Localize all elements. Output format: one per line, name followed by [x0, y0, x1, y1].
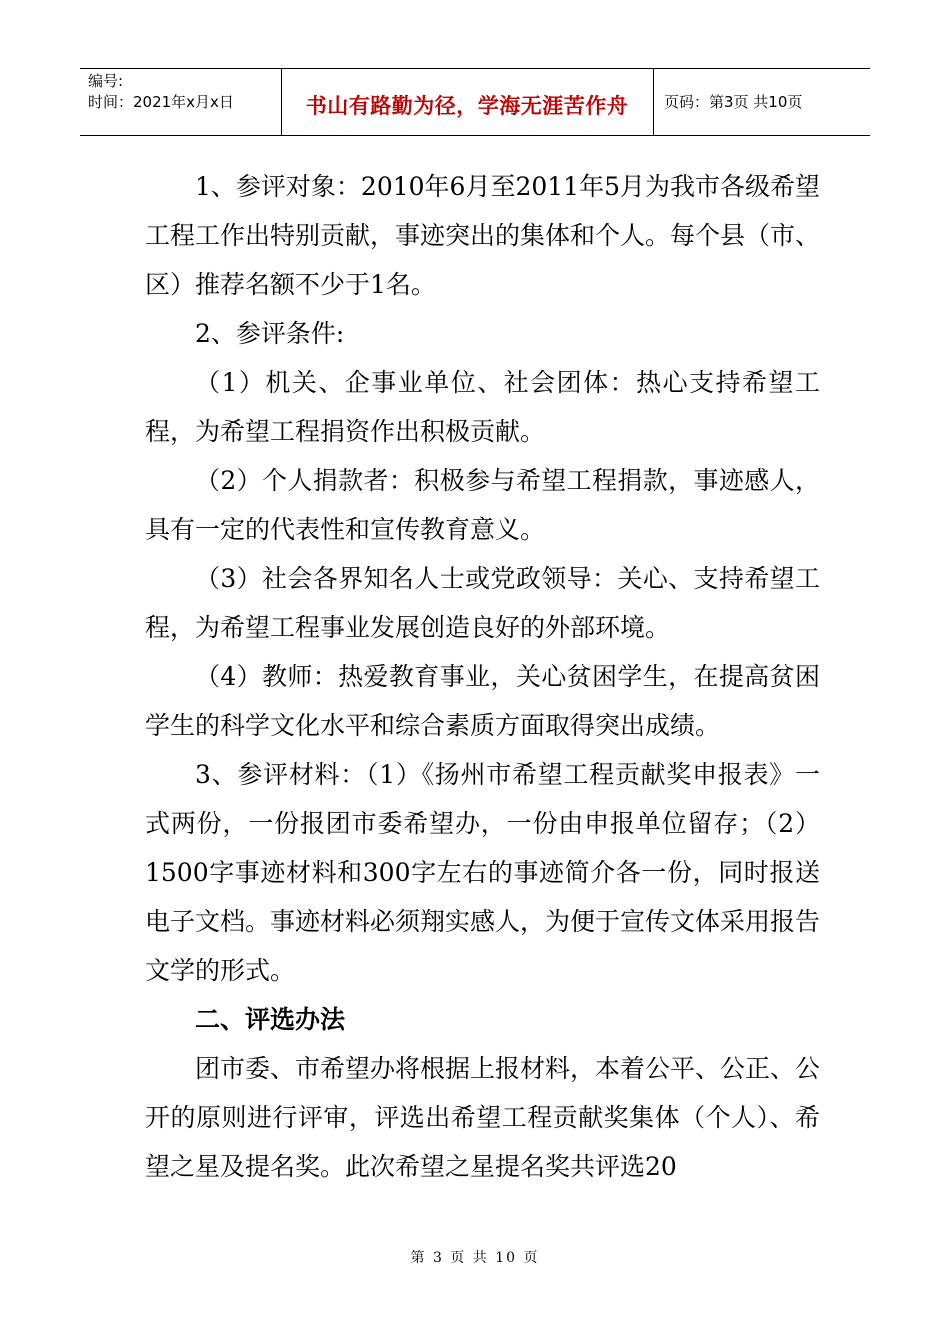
header-page-info: 页码：第3页 共10页	[664, 93, 803, 111]
header-divider-right	[653, 68, 654, 136]
header-motto: 书山有路勤为径，学海无涯苦作舟	[305, 94, 629, 118]
paragraph-condition-3: （3）社会各界知名人士或党政领导：关心、支持希望工程，为希望工程事业发展创造良好的外部环境。	[145, 564, 820, 642]
page-footer: 第 3 页 共 10 页	[410, 1250, 540, 1266]
header-bottom-rule	[80, 135, 870, 136]
paragraph-materials: 3、参评材料：（1）《扬州市希望工程贡献奖申报表》一式两份，一份报团市委希望办，一份由申报单位留存；（2）1500字事迹材料和300字左右的事迹简介各一份，同时报送电子文档。事迹材料必须翔实感人，为便于宣传文体采用报告文学的形式。	[145, 760, 821, 985]
paragraph-condition-1: （1）机关、企事业单位、社会团体：热心支持希望工程，为希望工程捐资作出积极贡献。	[145, 368, 820, 446]
paragraph-method: 团市委、市希望办将根据上报材料，本着公平、公正、公开的原则进行评审，评选出希望工程贡献奖集体（个人）、希望之星及提名奖。此次希望之星提名奖共评选20	[145, 1054, 821, 1181]
paragraph-condition-4: （4）教师：热爱教育事业，关心贫困学生，在提高贫困学生的科学文化水平和综合素质方面取得突出成绩。	[145, 662, 820, 740]
paragraph-participants: 1、参评对象：2010年6月至2011年5月为我市各级希望工程工作出特别贡献，事迹突出的集体和个人。每个县（市、区）推荐名额不少于1名。	[145, 172, 821, 299]
document-body	[145, 162, 820, 1191]
document-time-label: 时间：2021年x月x日	[88, 93, 234, 111]
document-number-label: 编号:	[88, 72, 124, 90]
paragraph-conditions-title: 2、参评条件:	[195, 319, 345, 348]
header-top-rule	[80, 68, 870, 69]
header-meta	[88, 71, 234, 113]
paragraph-condition-2: （2）个人捐款者：积极参与希望工程捐款，事迹感人，具有一定的代表性和宣传教育意义。	[145, 466, 820, 544]
section-heading-method: 二、评选办法	[195, 1005, 346, 1034]
